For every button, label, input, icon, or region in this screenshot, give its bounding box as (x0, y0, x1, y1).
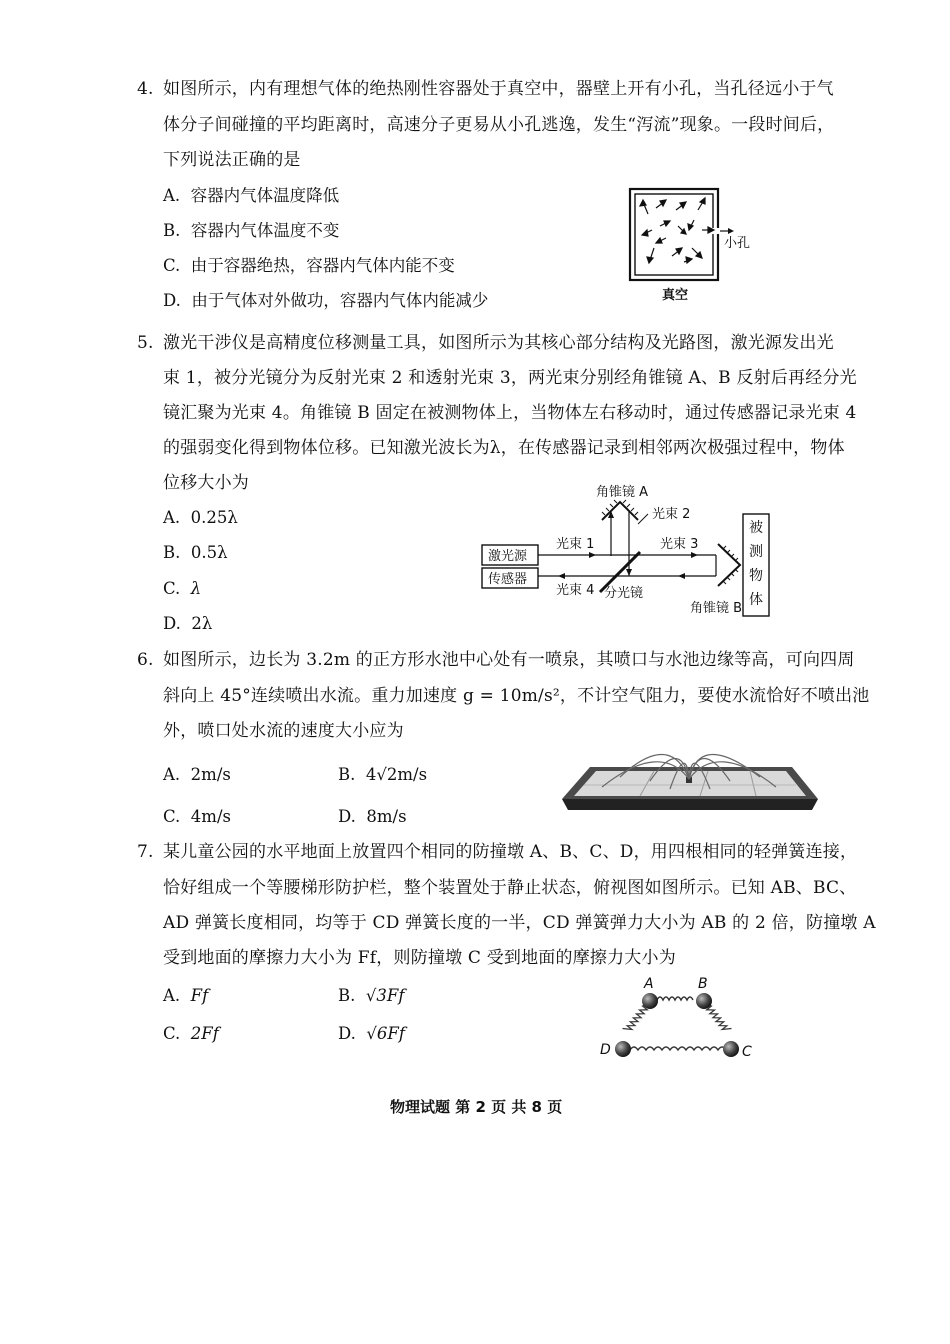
option-text: 由于气体对外做功，容器内气体内能减少 (191, 291, 489, 310)
option-c[interactable] (163, 805, 231, 829)
option-text: 8m/s (366, 807, 407, 826)
question-text-line: 某儿童公园的水平地面上放置四个相同的防撞墩 A、B、C、D，用四根相同的轻弹簧连接， (163, 842, 858, 862)
label-a: A (644, 976, 654, 992)
option-label: A. (163, 986, 181, 1005)
option-a[interactable] (163, 984, 208, 1008)
question-text-line: AD 弹簧长度相同，均等于 CD 弹簧长度的一半，CD 弹簧弹力大小为 AB 的 2 倍，防撞墩 A (163, 913, 876, 933)
option-b[interactable] (338, 984, 404, 1008)
sensor-label: 传感器 (488, 572, 528, 587)
option-c[interactable] (163, 577, 201, 601)
question-number: 7. (137, 842, 154, 862)
option-label: B. (338, 986, 356, 1005)
bollard-d (615, 1041, 631, 1057)
question-text-line: 外，喷口处水流的速度大小应为 (163, 721, 404, 741)
page-footer: 物理试题 第 2 页 共 8 页 (390, 1098, 563, 1116)
option-label: D. (163, 291, 181, 310)
option-d[interactable] (338, 1022, 405, 1046)
vacuum-label: 真空 (662, 288, 689, 303)
option-label: C. (163, 579, 181, 598)
interferometer-figure (478, 480, 778, 618)
option-c[interactable] (163, 1022, 219, 1046)
bollard-c (723, 1041, 739, 1057)
object-label: 物 (749, 568, 763, 584)
question-text-line: 斜向上 45°连续喷出水流。重力加速度 g = 10m/s²，不计空气阻力，要使水流恰好不喷出池 (163, 686, 870, 706)
option-a[interactable] (163, 506, 238, 530)
option-label: C. (163, 807, 181, 826)
question-number: 6. (137, 650, 154, 670)
option-d[interactable] (163, 612, 212, 636)
question-text-line: 恰好组成一个等腰梯形防护栏，整个装置处于静止状态，俯视图如图所示。已知 AB、BC、 (163, 878, 857, 898)
option-text: λ (190, 579, 202, 598)
option-label: A. (163, 765, 181, 784)
question-text-line: 下列说法正确的是 (163, 150, 301, 170)
label-b: B (698, 976, 708, 992)
option-text: √6Ff (366, 1024, 405, 1043)
option-b[interactable] (163, 219, 339, 243)
bollard-a (642, 993, 658, 1009)
option-text: Ff (190, 986, 209, 1005)
option-label: C. (163, 1024, 181, 1043)
molecule-arrows (640, 198, 714, 263)
option-label: D. (338, 807, 356, 826)
question-text-line: 的强弱变化得到物体位移。已知激光波长为λ，在传感器记录到相邻两次极强过程中，物体 (163, 438, 845, 458)
laser-source-label: 激光源 (488, 549, 528, 564)
question-number: 4. (137, 79, 154, 99)
object-label: 被 (749, 520, 763, 536)
option-text: √3Ff (365, 986, 405, 1005)
option-text: 4m/s (190, 807, 231, 826)
option-label: A. (163, 508, 181, 527)
spring-trapezoid-figure (590, 974, 770, 1064)
option-b[interactable] (338, 763, 427, 787)
option-d[interactable] (163, 289, 488, 313)
beam-1-label: 光束 1 (556, 537, 595, 552)
option-label: B. (163, 221, 181, 240)
splitter-label: 分光镜 (604, 586, 644, 601)
object-label: 体 (749, 592, 763, 608)
question-text-line: 激光干涉仪是高精度位移测量工具，如图所示为其核心部分结构及光路图，激光源发出光 (163, 333, 834, 353)
question-text-line: 如图所示，内有理想气体的绝热刚性容器处于真空中，器壁上开有小孔，当孔径远小于气 (163, 79, 834, 99)
question-text-line: 位移大小为 (163, 473, 249, 493)
option-label: B. (163, 543, 181, 562)
gas-container-figure (626, 186, 776, 306)
beam-3-label: 光束 3 (660, 537, 699, 552)
option-label: D. (338, 1024, 356, 1043)
option-text: 由于容器绝热，容器内气体内能不变 (190, 256, 455, 275)
option-text: 2Ff (190, 1024, 219, 1043)
option-text: 容器内气体温度降低 (190, 186, 340, 205)
spring-cd (630, 1047, 726, 1050)
option-text: 4√2m/s (365, 765, 428, 784)
option-text: 容器内气体温度不变 (190, 221, 340, 240)
beam-2-label: 光束 2 (652, 507, 691, 522)
option-label: C. (163, 256, 181, 275)
option-text: 2m/s (190, 765, 231, 784)
option-text: 0.25λ (190, 508, 238, 527)
option-text: 0.5λ (190, 543, 228, 562)
option-label: B. (338, 765, 356, 784)
question-text-line: 受到地面的摩擦力大小为 Ff，则防撞墩 C 受到地面的摩擦力大小为 (163, 948, 676, 968)
beam-4-label: 光束 4 (556, 583, 595, 598)
object-label: 测 (749, 544, 763, 560)
bollard-b (696, 993, 712, 1009)
option-b[interactable] (163, 541, 228, 565)
mirror-b-label: 角锥镜 B (690, 601, 743, 616)
mirror-a-label: 角锥镜 A (596, 485, 649, 500)
label-c: C (742, 1044, 752, 1060)
hole-label: 小孔 (724, 236, 751, 251)
question-number: 5. (137, 333, 154, 353)
question-text-line: 束 1，被分光镜分为反射光束 2 和透射光束 3，两光束分别经角锥镜 A、B 反射后再经分光 (163, 368, 857, 388)
option-c[interactable] (163, 254, 455, 278)
label-d: D (600, 1042, 611, 1058)
option-d[interactable] (338, 805, 407, 829)
question-text-line: 镜汇聚为光束 4。角锥镜 B 固定在被测物体上，当物体左右移动时，通过传感器记录光束 4 (163, 403, 857, 423)
fountain-pool-figure (560, 737, 820, 811)
question-text-line: 体分子间碰撞的平均距离时，高速分子更易从小孔逃逸，发生“泻流”现象。一段时间后， (163, 115, 835, 135)
option-a[interactable] (163, 184, 339, 208)
question-text-line: 如图所示，边长为 3.2m 的正方形水池中心处有一喷泉，其喷口与水池边缘等高，可向四周 (163, 650, 855, 670)
option-label: A. (163, 186, 181, 205)
option-text: 2λ (191, 614, 213, 633)
spring-ab (657, 997, 693, 1000)
option-a[interactable] (163, 763, 231, 787)
option-label: D. (163, 614, 181, 633)
